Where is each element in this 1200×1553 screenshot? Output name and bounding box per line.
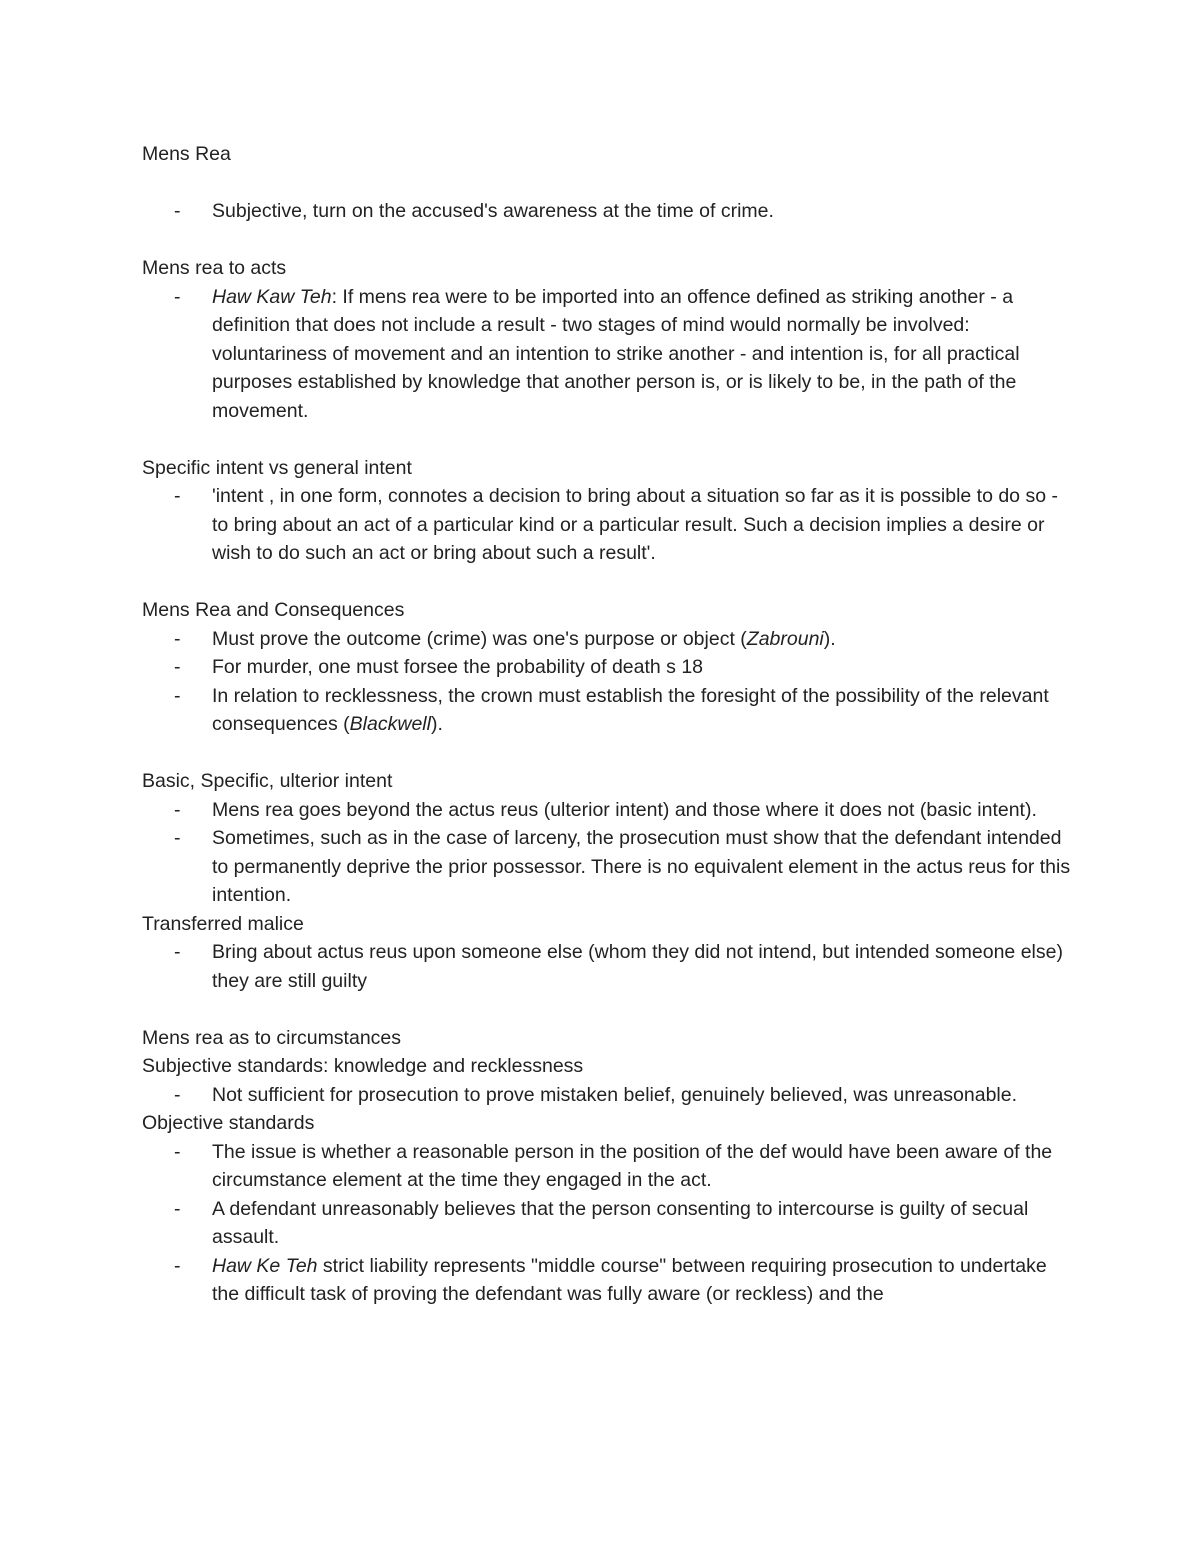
- case-name: Zabrouni: [746, 627, 824, 650]
- case-name: Blackwell: [349, 713, 431, 735]
- bullet-text: 'intent , in one form, connotes a decision to bring about a situation so far as it is possible to do so - to bring about an act of a particular kind or a particular result. Such a decision implies a desire or wish to do such an act or bring about such a result'.: [212, 485, 1058, 564]
- heading-transferred-malice: Transferred malice: [142, 912, 304, 935]
- dash-marker: -: [174, 798, 181, 821]
- spacer: [142, 568, 1072, 597]
- heading-mens-rea-to-acts: Mens rea to acts: [142, 257, 287, 279]
- bullet-item: [142, 1081, 1072, 1110]
- spacer: [142, 425, 1072, 454]
- dash-marker: -: [174, 656, 181, 678]
- bullet-item: [142, 1252, 1072, 1309]
- bullet-item: [142, 482, 1072, 568]
- dash-marker: -: [174, 627, 181, 650]
- heading-subjective-standards: Subjective standards: knowledge and recklessness: [142, 1055, 584, 1077]
- spacer: [142, 739, 1072, 768]
- dash-marker: -: [174, 200, 181, 222]
- dash-marker: -: [174, 684, 181, 707]
- bullet-text: ).: [430, 713, 443, 735]
- bullet-text: : If mens rea were to be imported into an offence defined as striking another - a definition that does not include a result - two stages of mind would normally be involved: voluntariness of movement and an intention to strike another - and intention is, for all practical purposes established by knowledge that another person is, or is likely to be, in the path of the movement.: [212, 285, 1020, 422]
- case-name: Haw Kaw Teh: [212, 285, 332, 308]
- bullet-item: [142, 824, 1072, 910]
- bullet-text: ).: [823, 627, 836, 650]
- bullet-text: Must prove the outcome (crime) was one's purpose or object (: [212, 627, 747, 650]
- case-name: Haw Ke Teh: [212, 1254, 318, 1277]
- spacer: [142, 995, 1072, 1024]
- bullet-text: In relation to recklessness, the crown must establish the foresight of the possibility of the relevant consequences (: [212, 684, 1049, 735]
- heading-consequences: Mens Rea and Consequences: [142, 599, 405, 621]
- spacer: [142, 226, 1072, 255]
- bullet-item: [142, 625, 1072, 654]
- heading-mens-rea: Mens Rea: [142, 143, 231, 165]
- dash-marker: -: [174, 285, 181, 308]
- bullet-text: Mens rea goes beyond the actus reus (ulterior intent) and those where it does not (basic intent).: [212, 798, 1037, 821]
- dash-marker: -: [174, 941, 181, 963]
- dash-marker: -: [174, 827, 181, 849]
- bullet-item: [142, 283, 1072, 426]
- bullet-text: Bring about actus reus upon someone else (whom they did not intend, but intended someone else) they are still guilty: [212, 941, 1063, 992]
- bullet-item: [142, 653, 1072, 682]
- bullet-item: [142, 682, 1072, 739]
- heading-circumstances: Mens rea as to circumstances: [142, 1026, 402, 1049]
- bullet-text: A defendant unreasonably believes that the person consenting to intercourse is guilty of secual assault.: [212, 1197, 1029, 1248]
- dash-marker: -: [174, 1083, 181, 1106]
- bullet-text: For murder, one must forsee the probability of death s 18: [212, 656, 704, 678]
- heading-objective-standards: Objective standards: [142, 1112, 315, 1134]
- document-page: [142, 140, 1072, 1309]
- dash-marker: -: [174, 1254, 181, 1277]
- bullet-text: strict liability represents "middle course" between requiring prosecution to undertake the difficult task of proving the defendant was fully aware (or reckless) and the: [212, 1254, 1047, 1305]
- dash-marker: -: [174, 1140, 181, 1163]
- bullet-text: Subjective, turn on the accused's awareness at the time of crime.: [212, 200, 774, 222]
- bullet-item: [142, 938, 1072, 995]
- heading-specific-intent: Specific intent vs general intent: [142, 456, 412, 479]
- bullet-item: [142, 1195, 1072, 1252]
- bullet-text: Sometimes, such as in the case of larceny, the prosecution must show that the defendant intended to permanently deprive the prior possessor. There is no equivalent element in the actus reus for this intention.: [212, 827, 1071, 906]
- bullet-item: [142, 796, 1072, 825]
- dash-marker: -: [174, 1197, 181, 1220]
- bullet-text: Not sufficient for prosecution to prove mistaken belief, genuinely believed, was unreasonable.: [212, 1083, 1018, 1106]
- bullet-text: The issue is whether a reasonable person in the position of the def would have been aware of the circumstance element at the time they engaged in the act.: [212, 1140, 1053, 1191]
- dash-marker: -: [174, 485, 181, 507]
- bullet-item: [142, 197, 1072, 226]
- heading-basic-specific-ulterior: Basic, Specific, ulterior intent: [142, 770, 393, 792]
- spacer: [142, 169, 1072, 198]
- bullet-item: [142, 1138, 1072, 1195]
